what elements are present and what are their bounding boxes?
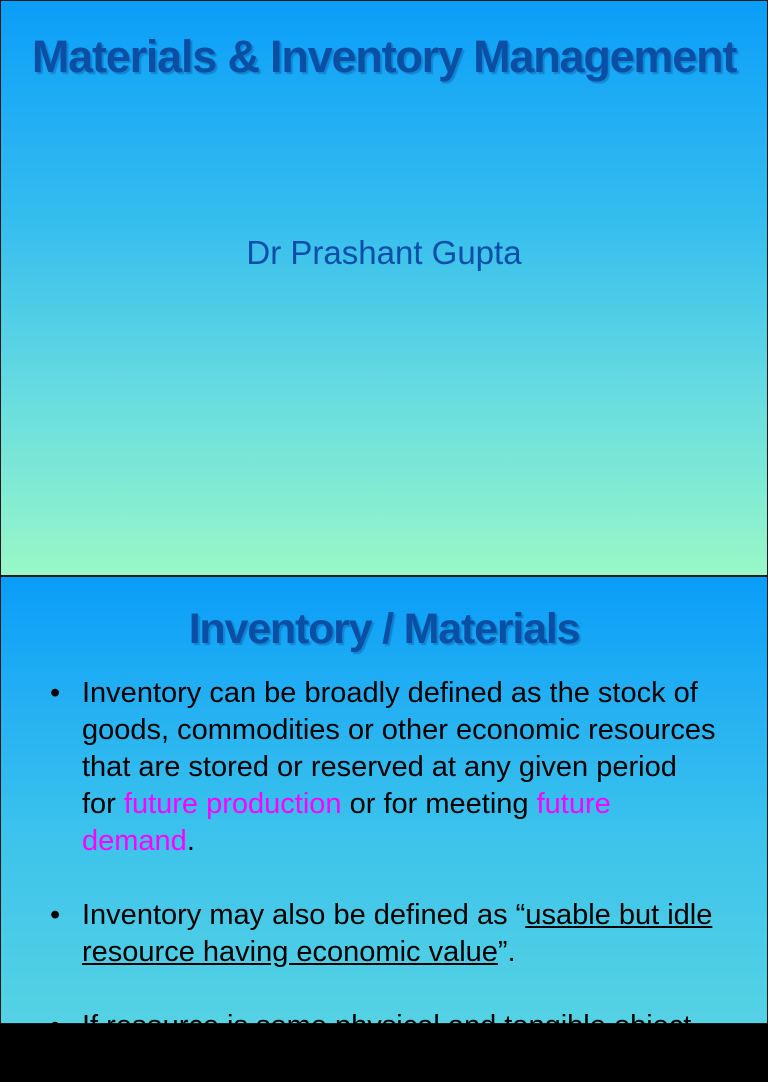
underlined-definition: usable but idle resource having economic value — [82, 899, 713, 968]
bullet-text: . — [186, 825, 195, 857]
bullet-list — [1, 675, 767, 1082]
content-slide — [0, 576, 768, 1042]
author-name: Dr Prashant Gupta — [246, 234, 522, 271]
highlight-future-demand: future demand — [82, 788, 611, 857]
bullet-icon: • — [50, 899, 61, 931]
presentation-title: Materials & Inventory Management — [31, 31, 737, 82]
slide-title: Inventory / Materials — [188, 605, 580, 653]
bullet-icon: • — [50, 1010, 61, 1042]
bullet-item-definition — [1, 675, 767, 860]
bullet-text: If resource is some physical and tangible object — [82, 1010, 692, 1042]
bullet-text: Inventory may also be defined as “ — [82, 899, 526, 931]
bullet-text: or for meeting — [341, 788, 537, 820]
bullet-item-tangible — [1, 1008, 767, 1045]
bullet-text: ”. — [497, 936, 516, 968]
bullet-icon: • — [50, 677, 61, 709]
bullet-text: Inventory can be broadly defined as the stock of goods, commodities or other economic resources that are stored or reserved at any given period for — [82, 677, 716, 820]
bullet-item-alt-definition — [1, 897, 767, 971]
highlight-future-production: future production — [123, 788, 342, 820]
